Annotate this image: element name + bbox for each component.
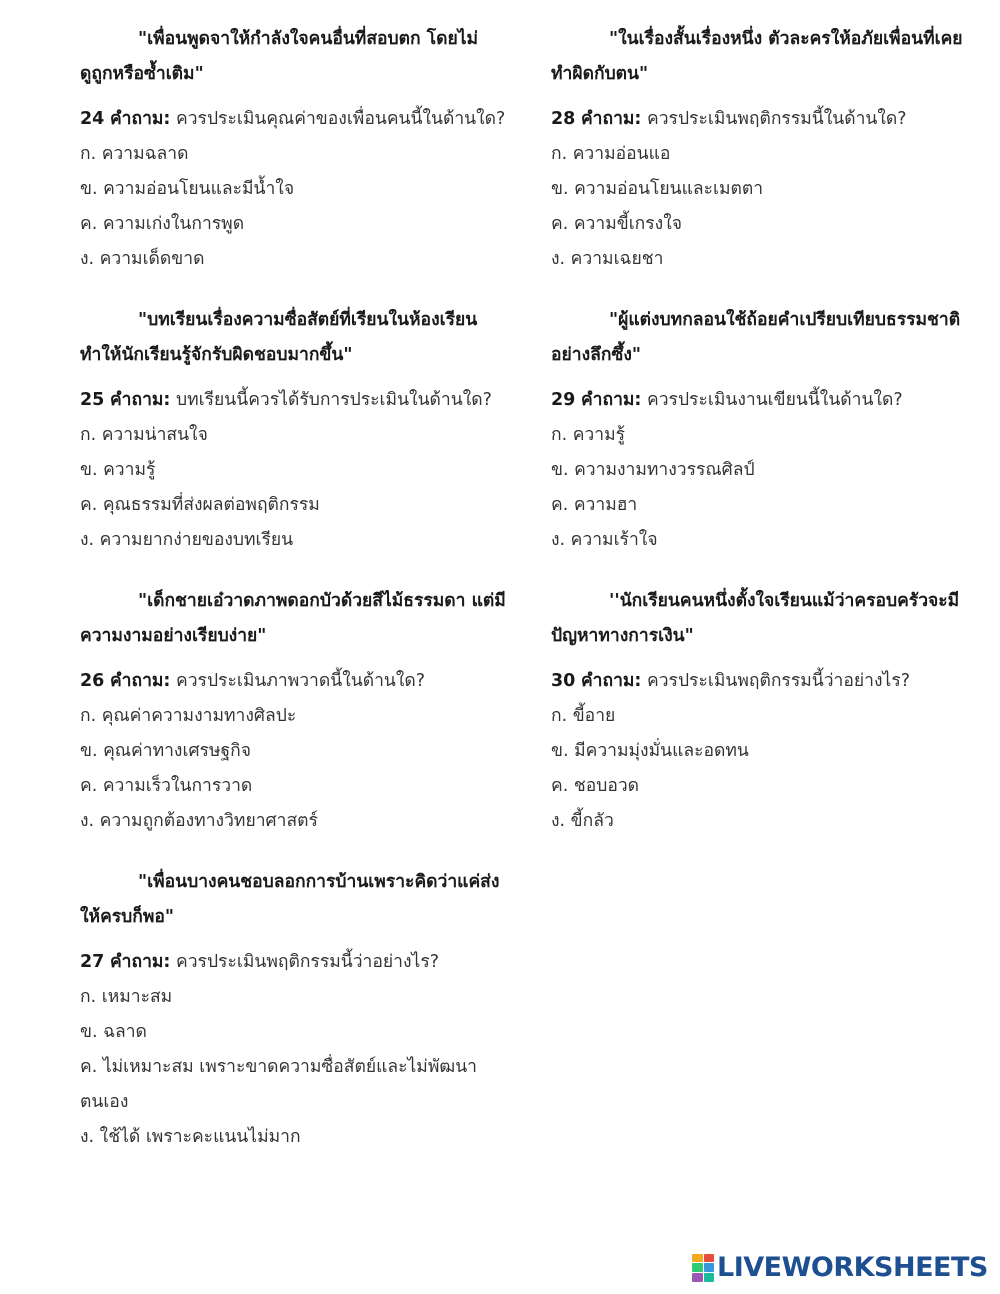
question-block-29 xyxy=(551,303,971,558)
passage-content: "เด็กชายเอ๋วาดภาพดอกบัวด้วยสีไม้ธรรมดา แต่มีความงามอย่างเรียบง่าย" xyxy=(80,591,506,646)
answer-option[interactable]: ค. ความฮา xyxy=(551,495,638,515)
answer-option[interactable]: ข. ความอ่อนโยนและมีน้ำใจ xyxy=(80,179,295,199)
question-number: 25 xyxy=(80,390,105,410)
right-column xyxy=(551,22,971,865)
answer-option[interactable]: ข. คุณค่าทางเศรษฐกิจ xyxy=(80,741,252,761)
question-number: 26 xyxy=(80,671,105,691)
answer-option[interactable]: ค. คุณธรรมที่ส่งผลต่อพฤติกรรม xyxy=(80,495,320,515)
passage-text xyxy=(551,584,971,654)
question-text: ควรประเมินพฤติกรรมนี้ว่าอย่างไร? xyxy=(647,671,911,691)
answer-option[interactable]: ข. ความงามทางวรรณศิลป์ xyxy=(551,460,755,480)
question-label: คำถาม: xyxy=(109,671,171,691)
answer-option[interactable]: ง. ความยากง่ายของบทเรียน xyxy=(80,530,294,550)
passage-content: "ผู้แต่งบทกลอนใช้ถ้อยคำเปรียบเทียบธรรมชาติอย่างลึกซึ้ง" xyxy=(551,310,961,365)
answer-option[interactable]: ก. ขี้อาย xyxy=(551,706,616,726)
question-line xyxy=(551,102,971,137)
question-text: ควรประเมินพฤติกรรมนี้ว่าอย่างไร? xyxy=(176,952,440,972)
question-label: คำถาม: xyxy=(109,390,171,410)
question-number: 30 xyxy=(551,671,576,691)
question-block-24 xyxy=(80,22,510,277)
passage-text xyxy=(80,303,510,373)
question-block-30 xyxy=(551,584,971,839)
passage-text xyxy=(80,865,510,935)
logo-text: LIVEWORKSHEETS xyxy=(717,1252,988,1283)
passage-text xyxy=(551,22,971,92)
question-line xyxy=(80,664,510,699)
answer-option[interactable]: ก. คุณค่าความงามทางศิลปะ xyxy=(80,706,297,726)
question-text: ควรประเมินภาพวาดนี้ในด้านใด? xyxy=(176,671,426,691)
logo-square xyxy=(704,1263,715,1272)
question-label: คำถาม: xyxy=(580,109,642,129)
question-line xyxy=(80,102,510,137)
passage-content: "ในเรื่องสั้นเรื่องหนึ่ง ตัวละครให้อภัยเพื่อนที่เคยทำผิดกับตน" xyxy=(551,29,963,84)
question-line xyxy=(80,383,510,418)
answer-option[interactable]: ค. ความขี้เกรงใจ xyxy=(551,214,683,234)
question-number: 27 xyxy=(80,952,105,972)
question-line xyxy=(551,383,971,418)
question-number: 24 xyxy=(80,109,105,129)
logo-square xyxy=(692,1273,703,1282)
answer-option[interactable]: ก. เหมาะสม xyxy=(80,987,173,1007)
passage-content: "บทเรียนเรื่องความซื่อสัตย์ที่เรียนในห้องเรียน ทำให้นักเรียนรู้จักรับผิดชอบมากขึ้น" xyxy=(80,310,478,365)
answer-option[interactable]: ข. มีความมุ่งมั่นและอดทน xyxy=(551,741,749,761)
logo-square xyxy=(704,1273,715,1282)
answer-option[interactable]: ง. ใช้ได้ เพราะคะแนนไม่มาก xyxy=(80,1127,301,1147)
question-line xyxy=(551,664,971,699)
answer-option[interactable]: ข. ความอ่อนโยนและเมตตา xyxy=(551,179,764,199)
question-label: คำถาม: xyxy=(109,952,171,972)
passage-content: ''นักเรียนคนหนึ่งตั้งใจเรียนแม้ว่าครอบครัวจะมีปัญหาทางการเงิน" xyxy=(551,591,960,646)
liveworksheets-logo[interactable] xyxy=(692,1252,988,1283)
answer-option[interactable]: ก. ความน่าสนใจ xyxy=(80,425,208,445)
question-label: คำถาม: xyxy=(580,390,642,410)
passage-text xyxy=(80,22,510,92)
passage-text xyxy=(80,584,510,654)
logo-square xyxy=(692,1263,703,1272)
answer-option[interactable]: ง. ความเด็ดขาด xyxy=(80,249,205,269)
answer-option[interactable]: ค. ความเก่งในการพูด xyxy=(80,214,245,234)
logo-mark-icon xyxy=(692,1254,714,1282)
answer-option[interactable]: ก. ความฉลาด xyxy=(80,144,189,164)
answer-option[interactable]: ค. ความเร็วในการวาด xyxy=(80,776,253,796)
answer-option[interactable]: ข. ฉลาด xyxy=(80,1022,147,1042)
answer-option[interactable]: ก. ความอ่อนแอ xyxy=(551,144,671,164)
question-text: ควรประเมินพฤติกรรมนี้ในด้านใด? xyxy=(647,109,907,129)
passage-content: "เพื่อนพูดจาให้กำลังใจคนอื่นที่สอบตก โดยไม่ดูถูกหรือซ้ำเติม" xyxy=(80,29,479,84)
question-block-25 xyxy=(80,303,510,558)
question-line xyxy=(80,945,510,980)
question-text: ควรประเมินงานเขียนนี้ในด้านใด? xyxy=(647,390,903,410)
question-text: บทเรียนนี้ควรได้รับการประเมินในด้านใด? xyxy=(176,390,492,410)
question-label: คำถาม: xyxy=(580,671,642,691)
answer-option[interactable]: ข. ความรู้ xyxy=(80,460,156,480)
logo-square xyxy=(704,1254,715,1263)
answer-option[interactable]: ก. ความรู้ xyxy=(551,425,626,445)
answer-option[interactable]: ค. ชอบอวด xyxy=(551,776,640,796)
logo-square xyxy=(692,1254,703,1263)
answer-option[interactable]: ง. ขี้กลัว xyxy=(551,811,614,831)
question-block-26 xyxy=(80,584,510,839)
answer-option[interactable]: ง. ความเฉยชา xyxy=(551,249,664,269)
question-label: คำถาม: xyxy=(109,109,171,129)
passage-text xyxy=(551,303,971,373)
answer-option[interactable]: ค. ไม่เหมาะสม เพราะขาดความซื่อสัตย์และไม่พัฒนาตนเอง xyxy=(80,1057,477,1112)
question-number: 29 xyxy=(551,390,576,410)
question-text: ควรประเมินคุณค่าของเพื่อนคนนี้ในด้านใด? xyxy=(176,109,506,129)
passage-content: "เพื่อนบางคนชอบลอกการบ้านเพราะคิดว่าแค่ส่งให้ครบก็พอ" xyxy=(80,872,500,927)
question-block-28 xyxy=(551,22,971,277)
answer-option[interactable]: ง. ความเร้าใจ xyxy=(551,530,658,550)
question-block-27 xyxy=(80,865,510,1155)
answer-option[interactable]: ง. ความถูกต้องทางวิทยาศาสตร์ xyxy=(80,811,318,831)
question-number: 28 xyxy=(551,109,576,129)
left-column xyxy=(80,22,510,1181)
